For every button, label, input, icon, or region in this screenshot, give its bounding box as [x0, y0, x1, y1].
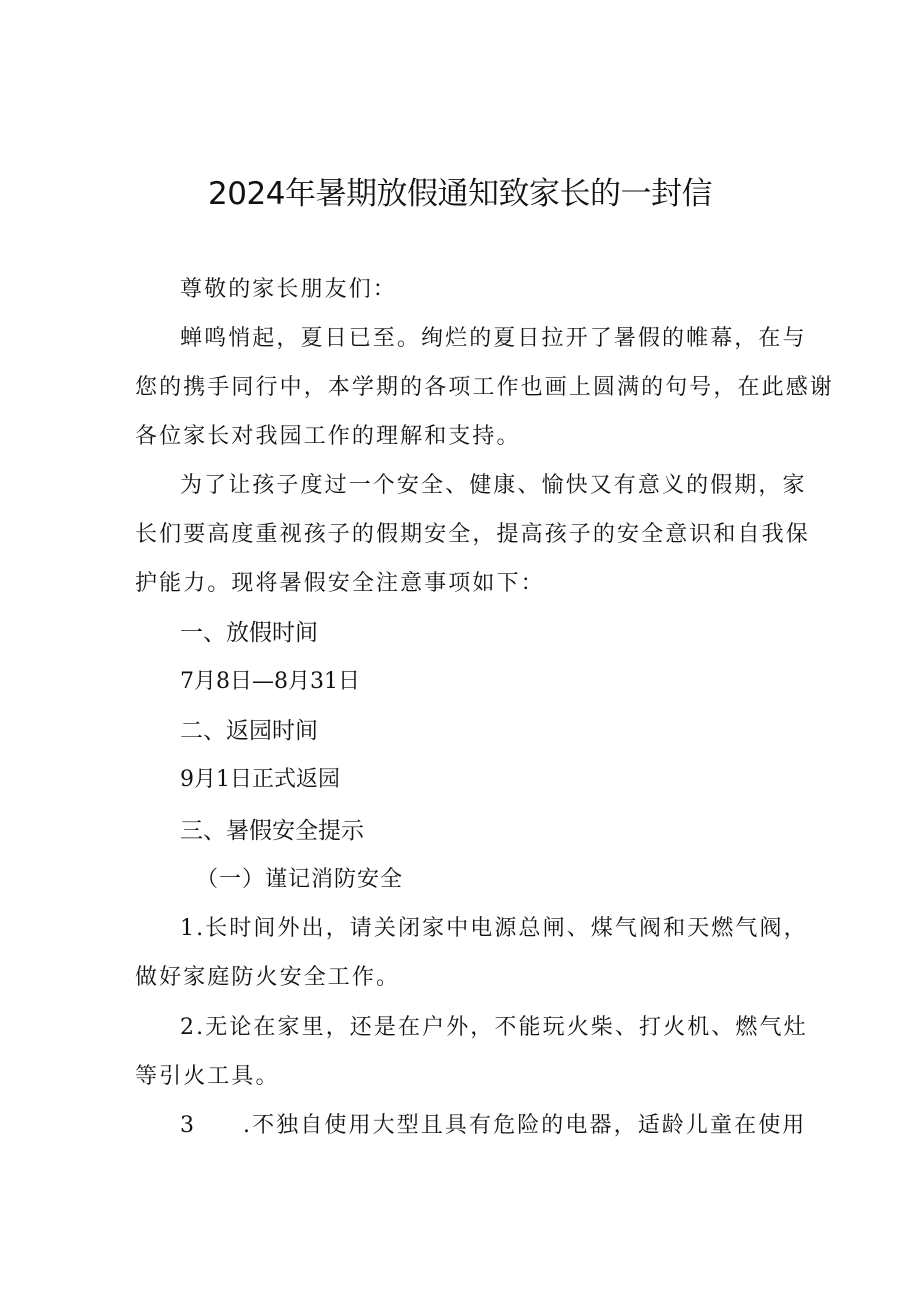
paragraph-1-line-3: 各位家长对我园工作的理解和支持。: [135, 424, 521, 449]
section-1-text: 7月8日—8月31日: [180, 669, 360, 694]
item-3-text: .不独自使用大型且具有危险的电器，适龄儿童在使用: [243, 1113, 807, 1138]
section-2-text: 9月1日正式返园: [180, 767, 340, 792]
paragraph-2-line-2: 长们要高度重视孩子的假期安全，提高孩子的安全意识和自我保: [135, 522, 810, 547]
item-1-line-2: 做好家庭防火安全工作。: [135, 965, 401, 990]
document-title: 2024年暑期放假通知致家长的一封信: [208, 176, 712, 212]
paragraph-2-line-1: 为了让孩子度过一个安全、健康、愉快又有意义的假期，家: [180, 473, 807, 498]
section-3-heading: 三、暑假安全提示: [180, 818, 364, 844]
item-2-line-1: 2.无论在家里，还是在户外，不能玩火柴、打火机、燃气灶: [180, 1015, 808, 1040]
subsection-1-heading: （一）谨记消防安全: [196, 867, 404, 892]
item-3-number: 3: [180, 1113, 194, 1138]
section-1-heading: 一、放假时间: [180, 620, 318, 646]
paragraph-2-line-3: 护能力。现将暑假安全注意事项如下：: [135, 571, 545, 596]
item-1-line-1: 1.长时间外出，请关闭家中电源总闸、煤气阀和天燃气阀，: [180, 916, 808, 941]
salutation: 尊敬的家长朋友们：: [180, 277, 397, 302]
item-2-line-2: 等引火工具。: [135, 1064, 280, 1089]
paragraph-1-line-1: 蝉鸣悄起，夏日已至。绚烂的夏日拉开了暑假的帷幕，在与: [180, 326, 807, 351]
section-2-heading: 二、返园时间: [180, 718, 318, 744]
paragraph-1-line-2: 您的携手同行中，本学期的各项工作也画上圆满的句号，在此感谢: [135, 375, 834, 400]
